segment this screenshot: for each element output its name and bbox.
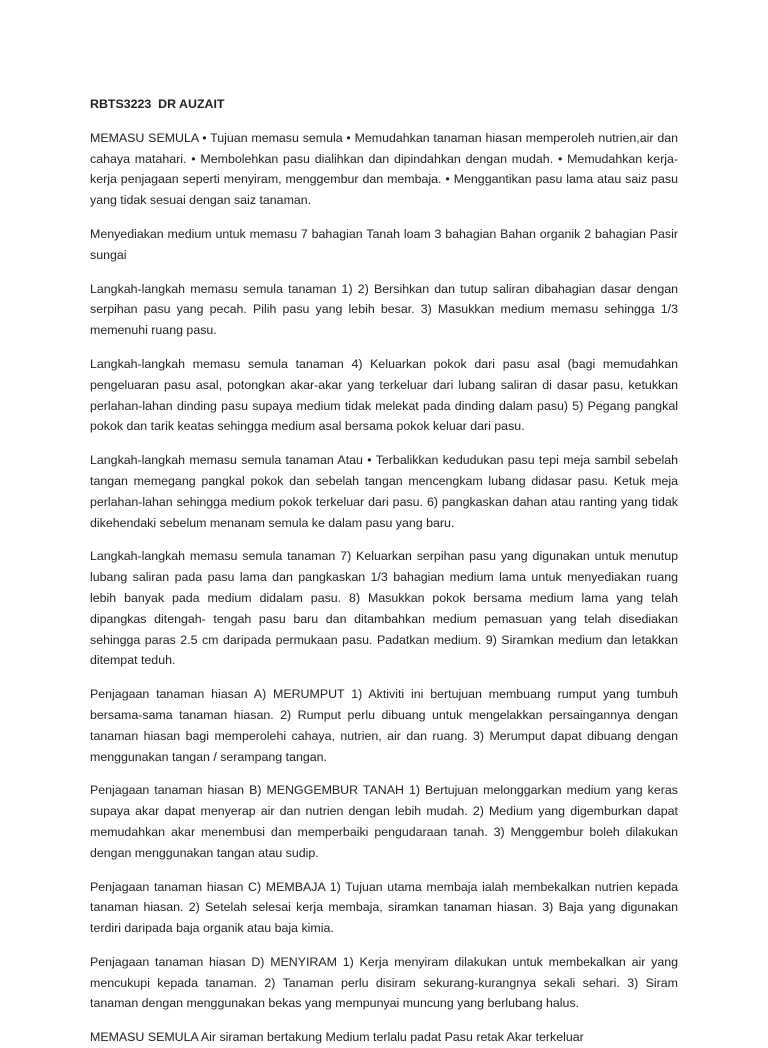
document-header: RBTS3223 DR AUZAIT	[90, 97, 225, 111]
paragraph-steps-4-5: Langkah-langkah memasu semula tanaman 4) Keluarkan pokok dari pasu asal (bagi memudahkan pengeluaran pasu asal, potongkan akar-akar yang terkeluar dari lubang saliran di dasar pasu, ketukkan perlahan-lahan dinding pasu supaya medium tidak melekat pada dinding dalam pasu) 5) Pegang pangkal pokok dan tarik keatas sehingga medium asal bersama pokok keluar dari pasu.	[90, 356, 678, 434]
paragraph-menggembur: Penjagaan tanaman hiasan B) MENGGEMBUR TANAH 1) Bertujuan melonggarkan medium yang keras supaya akar dapat menyerap air dan nutrien dengan lebih mudah. 2) Medium yang digemburkan dapat memudahkan akar menembusi dan memperbaiki pengudaraan tanah. 3) Menggembur boleh dilakukan dengan menggunakan tangan atau sudip.	[90, 783, 678, 860]
paragraph-merumput: Penjagaan tanaman hiasan A) MERUMPUT 1) Aktiviti ini bertujuan membuang rumput yang tumbuh bersama-sama tanaman hiasan. 2) Rumput perlu dibuang untuk mengelakkan persaingannya dengan tanaman hiasan bagi memperolehi cahaya, nutrien, air dan ruang. 3) Merumput dapat dibuang dengan menggunakan tangan / serampang tangan.	[90, 687, 678, 764]
paragraph-memasu-semula-summary: MEMASU SEMULA Air siraman bertakung Medium terlalu padat Pasu retak Akar terkeluar	[90, 1030, 584, 1045]
paragraph-steps-alternative: Langkah-langkah memasu semula tanaman Atau • Terbalikkan kedudukan pasu tepi meja sambil sebelah tangan memegang pangkal pokok dan sebelah tangan mencengkam lubang didasar pasu. Ketuk meja perlahan-lahan sehingga medium pokok terkeluar dari pasu. 6) pangkaskan dahan atau ranting yang tidak dikehendaki sebelum menanam semula ke dalam pasu yang baru.	[90, 453, 678, 530]
paragraph-menyiram: Penjagaan tanaman hiasan D) MENYIRAM 1) Kerja menyiram dilakukan untuk membekalkan air yang mencukupi kepada tanaman. 2) Tanaman perlu disiram sekurang-kurangnya sekali sehari. 3) Siram tanaman dengan menggunakan bekas yang mempunyai muncung yang berlubang halus.	[90, 954, 678, 1011]
paragraph-membaja: Penjagaan tanaman hiasan C) MEMBAJA 1) Tujuan utama membaja ialah membekalkan nutrien kepada tanaman hiasan. 2) Setelah selesai kerja membaja, siramkan tanaman hiasan. 3) Baja yang digunakan terdiri daripada baja organik atau baja kimia.	[90, 879, 678, 936]
paragraph-steps-1-3: Langkah-langkah memasu semula tanaman 1) 2) Bersihkan dan tutup saliran dibahagian dasar dengan serpihan pasu yang pecah. Pilih pasu yang lebih besar. 3) Masukkan medium memasu sehingga 1/3 memenuhi ruang pasu.	[90, 281, 678, 338]
paragraph-medium: Menyediakan medium untuk memasu 7 bahagian Tanah loam 3 bahagian Bahan organik 2 bahagian Pasir sungai	[90, 226, 678, 262]
paragraph-steps-7-9: Langkah-langkah memasu semula tanaman 7) Keluarkan serpihan pasu yang digunakan untuk menutup lubang saliran pada pasu lama dan pangkaskan 1/3 bahagian medium lama untuk menyediakan ruang lebih banyak pada medium didalam pasu. 8) Masukkan pokok bersama medium lama yang telah dipangkas ditengah- tengah pasu baru dan ditambahkan medium pemasuan yang telah disediakan sehingga paras 2.5 cm daripada permukaan pasu. Padatkan medium. 9) Siramkan medium dan letakkan ditempat teduh.	[90, 549, 678, 668]
paragraph-memasu-semula-intro: MEMASU SEMULA • Tujuan memasu semula • Memudahkan tanaman hiasan memperoleh nutrien,air dan cahaya matahari. • Membolehkan pasu dialihkan dan dipindahkan dengan mudah. • Memudahkan kerja-kerja penjagaan seperti menyiram, menggembur dan membaja. • Menggantikan pasu lama atau saiz pasu yang tidak sesuai dengan saiz tanaman.	[90, 130, 678, 208]
